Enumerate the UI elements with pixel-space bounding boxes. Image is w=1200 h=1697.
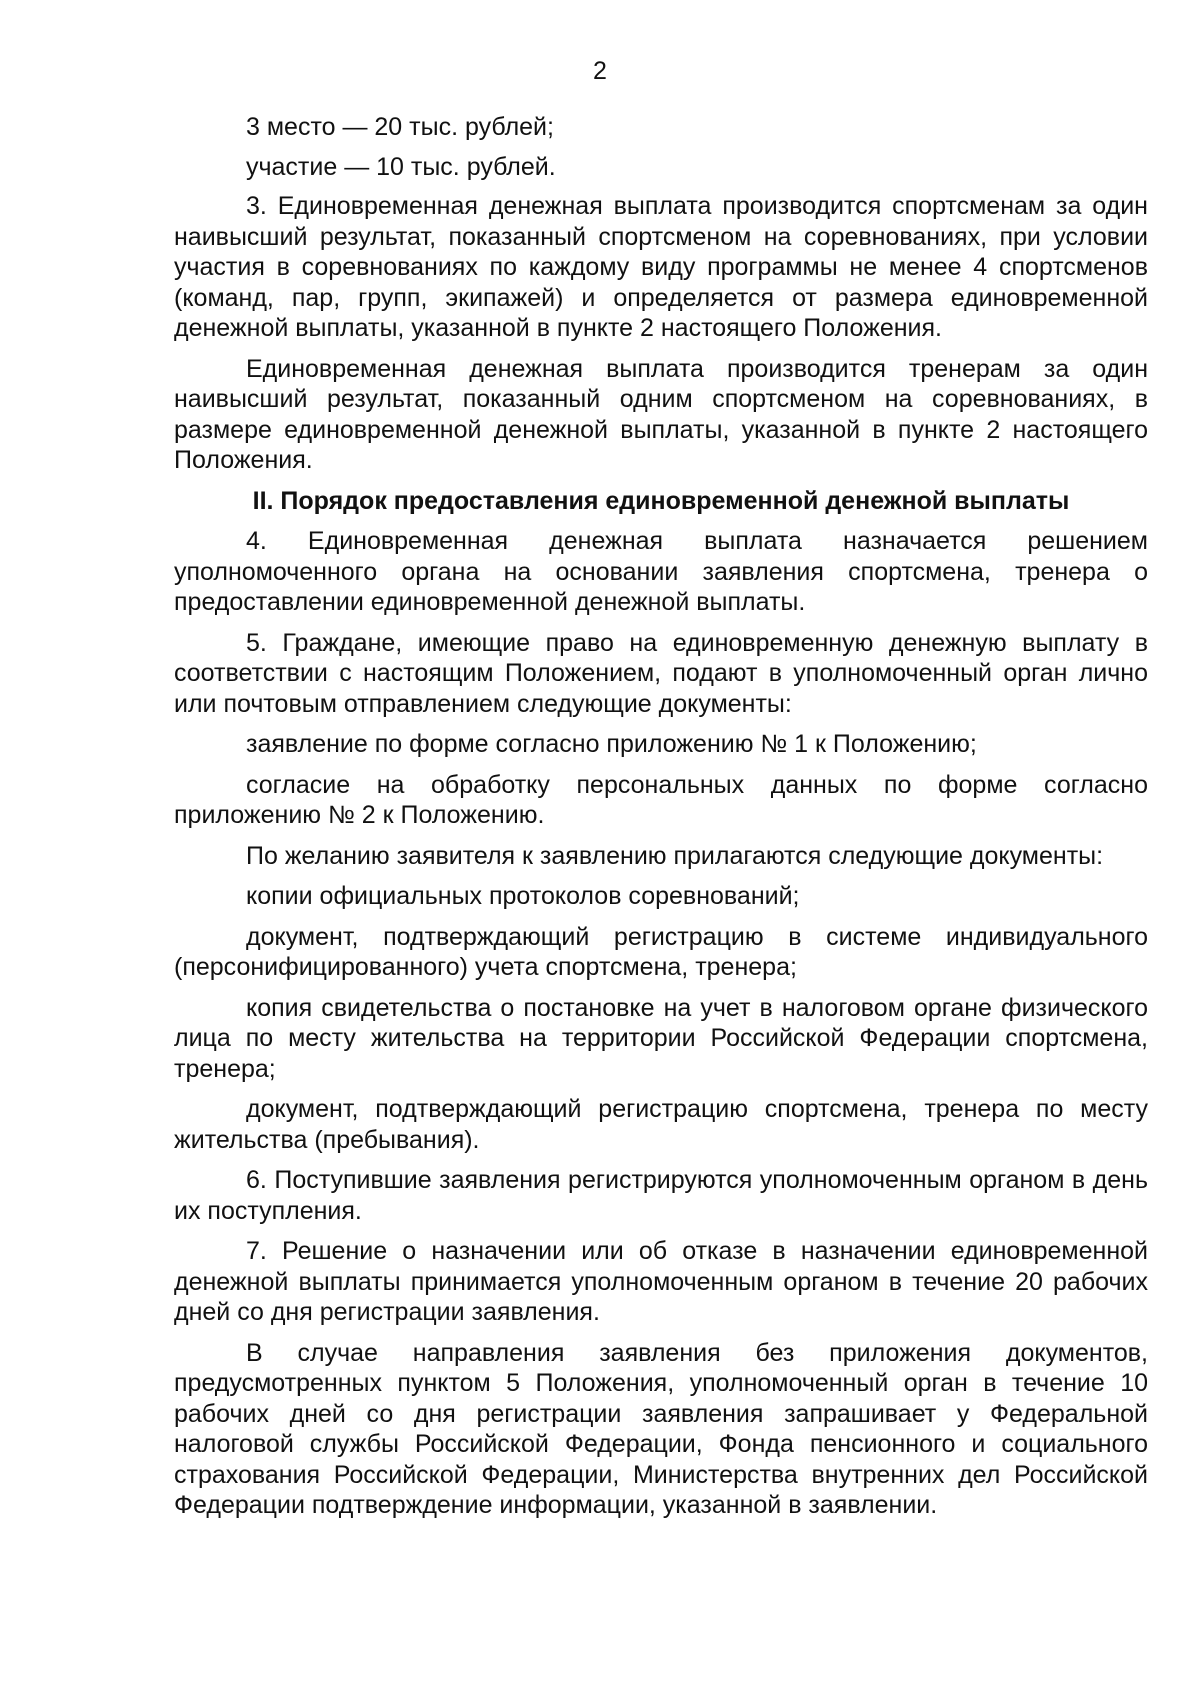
paragraph-5: 5. Граждане, имеющие право на единовременную денежную выплату в соответствии с настоящим Положением, подают в уполномоченный орган лично или почтовым отправлением следующие документы: xyxy=(174,628,1148,718)
optional-item-personal-account: документ, подтверждающий регистрацию в системе индивидуального (персонифицированного) учета спортсмена, тренера; xyxy=(174,922,1148,981)
document-item-consent: согласие на обработку персональных данных по форме согласно приложению № 2 к Положению. xyxy=(174,770,1148,829)
paragraph-3: 3. Единовременная денежная выплата производится спортсменам за один наивысший результат, показанный спортсменом на соревнованиях, при условии участия в соревнованиях по каждому виду программы не менее 4 спортсменов (команд, пар, групп, экипажей) и определяется от размера единовременной денежной выплаты, указанной в пункте 2 настоящего Положения. xyxy=(174,192,1148,342)
paragraph-6: 6. Поступившие заявления регистрируются уполномоченным органом в день их поступления. xyxy=(174,1166,1148,1225)
document-item-application: заявление по форме согласно приложению № 1 к Положению; xyxy=(246,730,977,758)
page-number: 2 xyxy=(593,57,607,85)
optional-item-tax-certificate: копия свидетельства о постановке на учет в налоговом органе физического лица по месту жительства на территории Российской Федерации спортсмена, тренера; xyxy=(174,993,1148,1083)
prize-participation: участие — 10 тыс. рублей. xyxy=(246,152,556,181)
paragraph-4: 4. Единовременная денежная выплата назначается решением уполномоченного органа на основании заявления спортсмена, тренера о предоставлении единовременной денежной выплаты. xyxy=(174,527,1148,616)
prize-third-place: 3 место — 20 тыс. рублей; xyxy=(246,113,554,141)
optional-item-protocols: копии официальных протоколов соревнований; xyxy=(246,882,800,910)
document-body xyxy=(174,112,1148,1531)
paragraph-coaches-payment: Единовременная денежная выплата производится тренерам за один наивысший результат, показанный одним спортсменом на соревнованиях, в размере единовременной денежной выплаты, указанной в пункте 2 настоящего Положения. xyxy=(174,354,1148,474)
optional-item-residence: документ, подтверждающий регистрацию спортсмена, тренера по месту жительства (пребывания). xyxy=(174,1095,1148,1154)
paragraph-7: 7. Решение о назначении или об отказе в назначении единовременной денежной выплаты принимается уполномоченным органом в течение 20 рабочих дней со дня регистрации заявления. xyxy=(174,1237,1148,1326)
section-heading: II. Порядок предоставления единовременной денежной выплаты xyxy=(252,486,1070,515)
optional-documents-intro: По желанию заявителя к заявлению прилагаются следующие документы: xyxy=(246,841,1104,870)
paragraph-request-confirmation: В случае направления заявления без приложения документов, предусмотренных пунктом 5 Положения, уполномоченный орган в течение 10 рабочих дней со дня регистрации заявления запрашивает у Федеральной налоговой службы Российской Федерации, Фонда пенсионного и социального страхования Российской Федерации, Министерства внутренних дел Российской Федерации подтверждение информации, указанной в заявлении. xyxy=(174,1338,1148,1519)
